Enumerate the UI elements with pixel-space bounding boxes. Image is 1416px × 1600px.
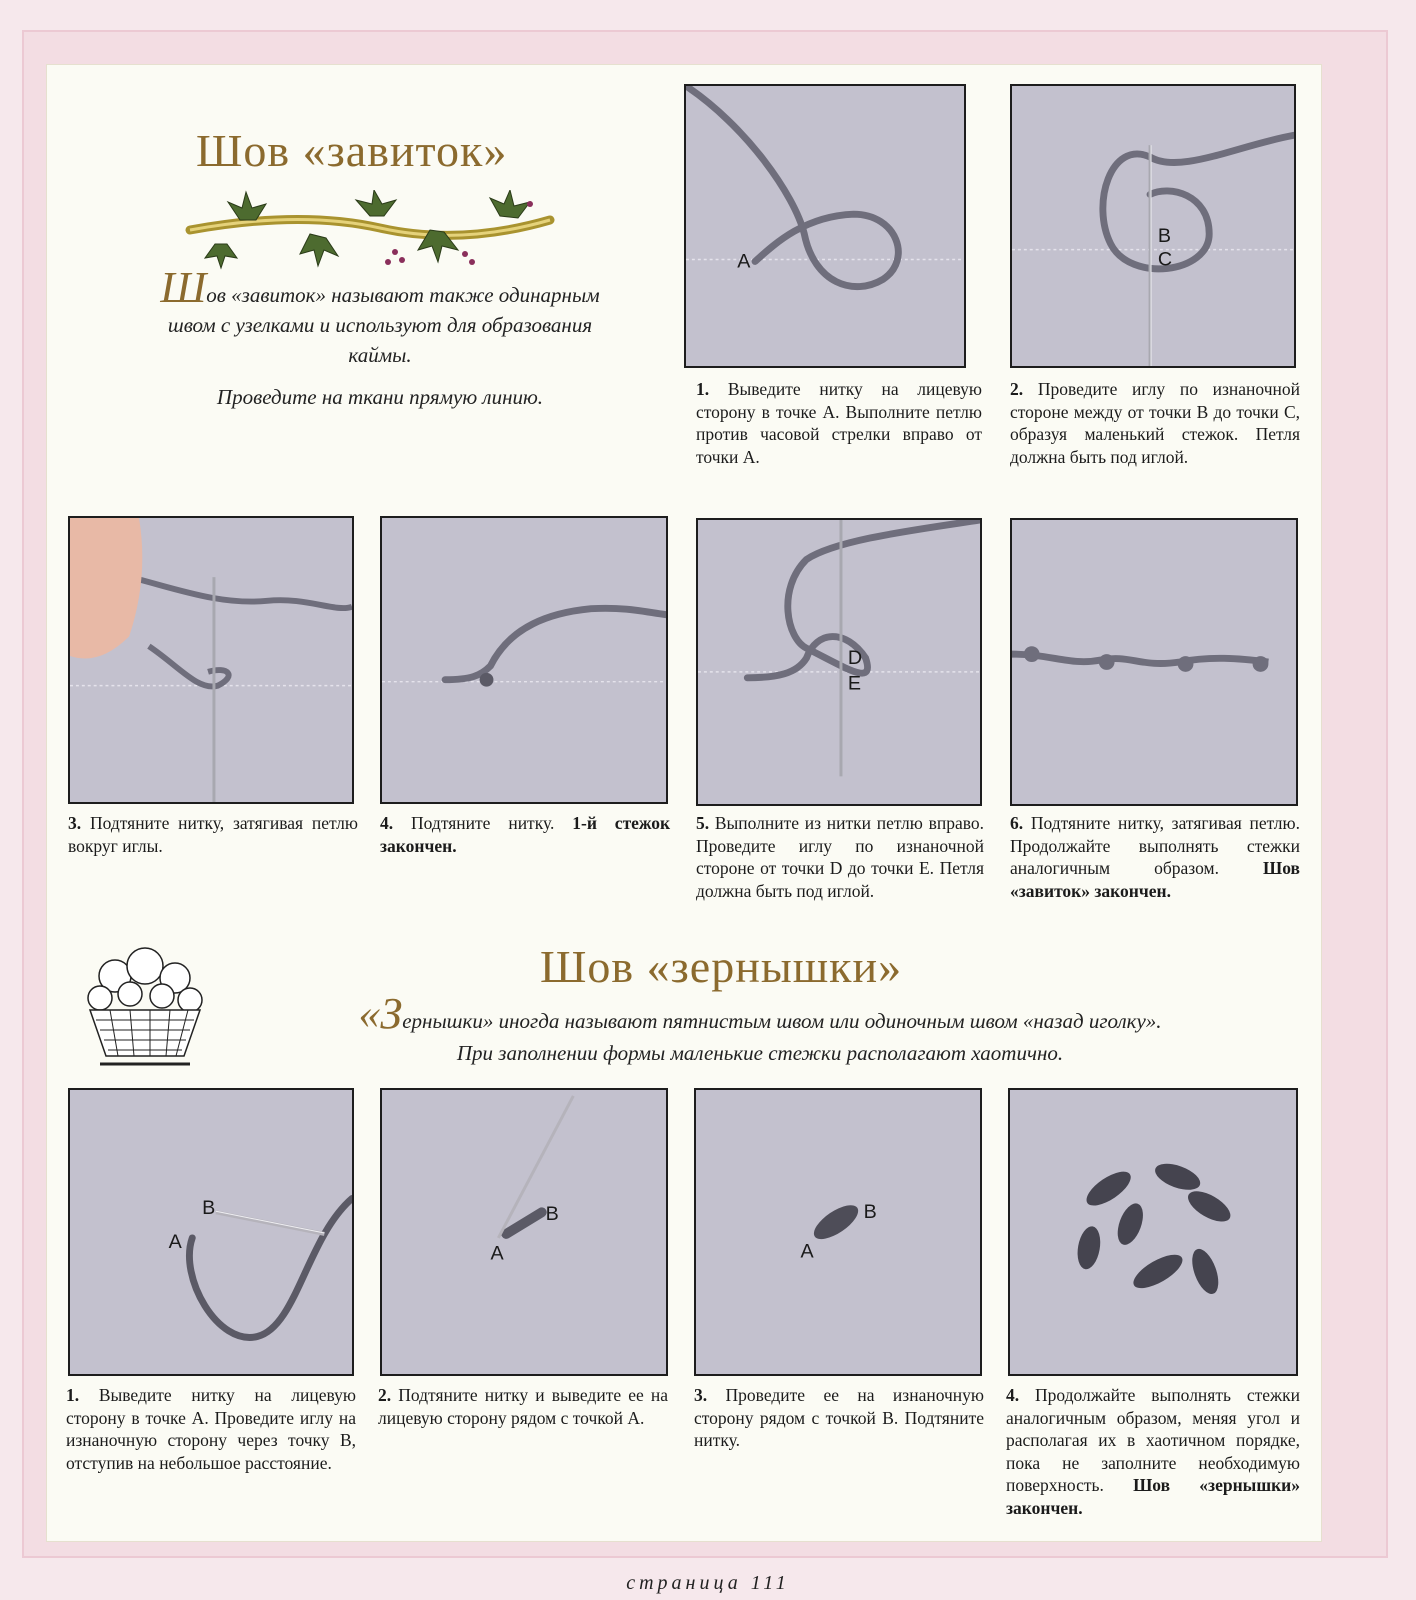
label-a: A [490,1242,504,1265]
label-b: B [1157,224,1172,247]
step2-photo [1010,84,1296,368]
step6-caption: 6. Подтяните нитку, затягивая петлю. Продолжайте выполнять стежки аналогичным образом. Шов «завиток» закончен. [1010,813,1300,901]
label-c: C [1157,248,1173,271]
step5-caption: 5. Выполните из нитки петлю вправо. Проведите иглу по изнаночной стороне от точки D до точки Е. Петля должна быть под иглой. [696,813,984,901]
step1-caption: 1. Выведите нитку на лицевую сторону в точке А. Выполните петлю против часовой стрелки вправо от точки А. [696,379,983,467]
intro2-text: ернышки» иногда называют пятнистым швом или одиночным швом «назад иголку». [402,1009,1162,1033]
step5-photo [696,518,982,806]
intro-text: ов «завиток» называют также одинарным швом с узелками и используют для образования каймы. [167,283,600,367]
seed-step3-photo [694,1088,982,1376]
fruit-basket-illustration [70,936,220,1076]
seed-step3-caption: 3. Проведите ее на изнаночную сторону рядом с точкой В. Подтяните нитку. [694,1385,984,1450]
seed-step2-caption: 2. Подтяните нитку и выведите ее на лицевую сторону рядом с точкой А. [378,1385,668,1428]
step3-caption: 3. Подтяните нитку, затягивая петлю вокруг иглы. [68,813,358,856]
step2-caption: 2. Проведите иглу по изнаночной стороне между от точки В до точки С, образуя маленький стежок. Петля должна быть под иглой. [1010,379,1300,467]
label-d: D [847,646,863,669]
page-number: страница 111 [626,1572,790,1594]
step6-photo [1010,518,1298,806]
step4-photo [380,516,668,804]
label-a: А [737,250,751,273]
seed-step4-photo [1008,1088,1298,1376]
section1-title: Шов «завиток» [196,125,508,176]
step1-photo [684,84,966,368]
label-a: A [168,1230,182,1253]
seed-step1-caption: 1. Выведите нитку на лицевую сторону в точке А. Проведите иглу на изнаночную сторону через точку В, отступив на небольшое расстояние. [66,1385,357,1473]
section1-intro [160,263,600,412]
seed-step4-caption: 4. Продолжайте выполнять стежки аналогичным образом, меняя угол и располагая их в хаотичном порядке, пока не заполните необходимую поверхность. Шов «зернышки» закончен. [1006,1385,1301,1518]
label-b: B [202,1197,216,1220]
label-a: A [800,1240,814,1263]
seed-step2-photo [380,1088,668,1376]
label-b: B [545,1203,559,1226]
label-e: E [847,672,862,695]
seed-step1-photo [68,1088,354,1376]
ivy-ornament [180,190,560,280]
section2-title: Шов «зернышки» [540,941,903,992]
intro-instruction: Проведите на ткани прямую линию. [216,385,544,409]
intro-dropcap: Ш [160,263,207,312]
step3-photo [68,516,354,804]
intro2-dropcap: «З [358,989,403,1038]
step4-caption: 4. Подтяните нитку. 1-й стежок закончен. [380,813,671,856]
label-b: B [863,1201,877,1224]
intro2-instruction: При заполнении формы маленькие стежки располагают хаотично. [456,1041,1064,1065]
section2-intro [240,989,1280,1068]
